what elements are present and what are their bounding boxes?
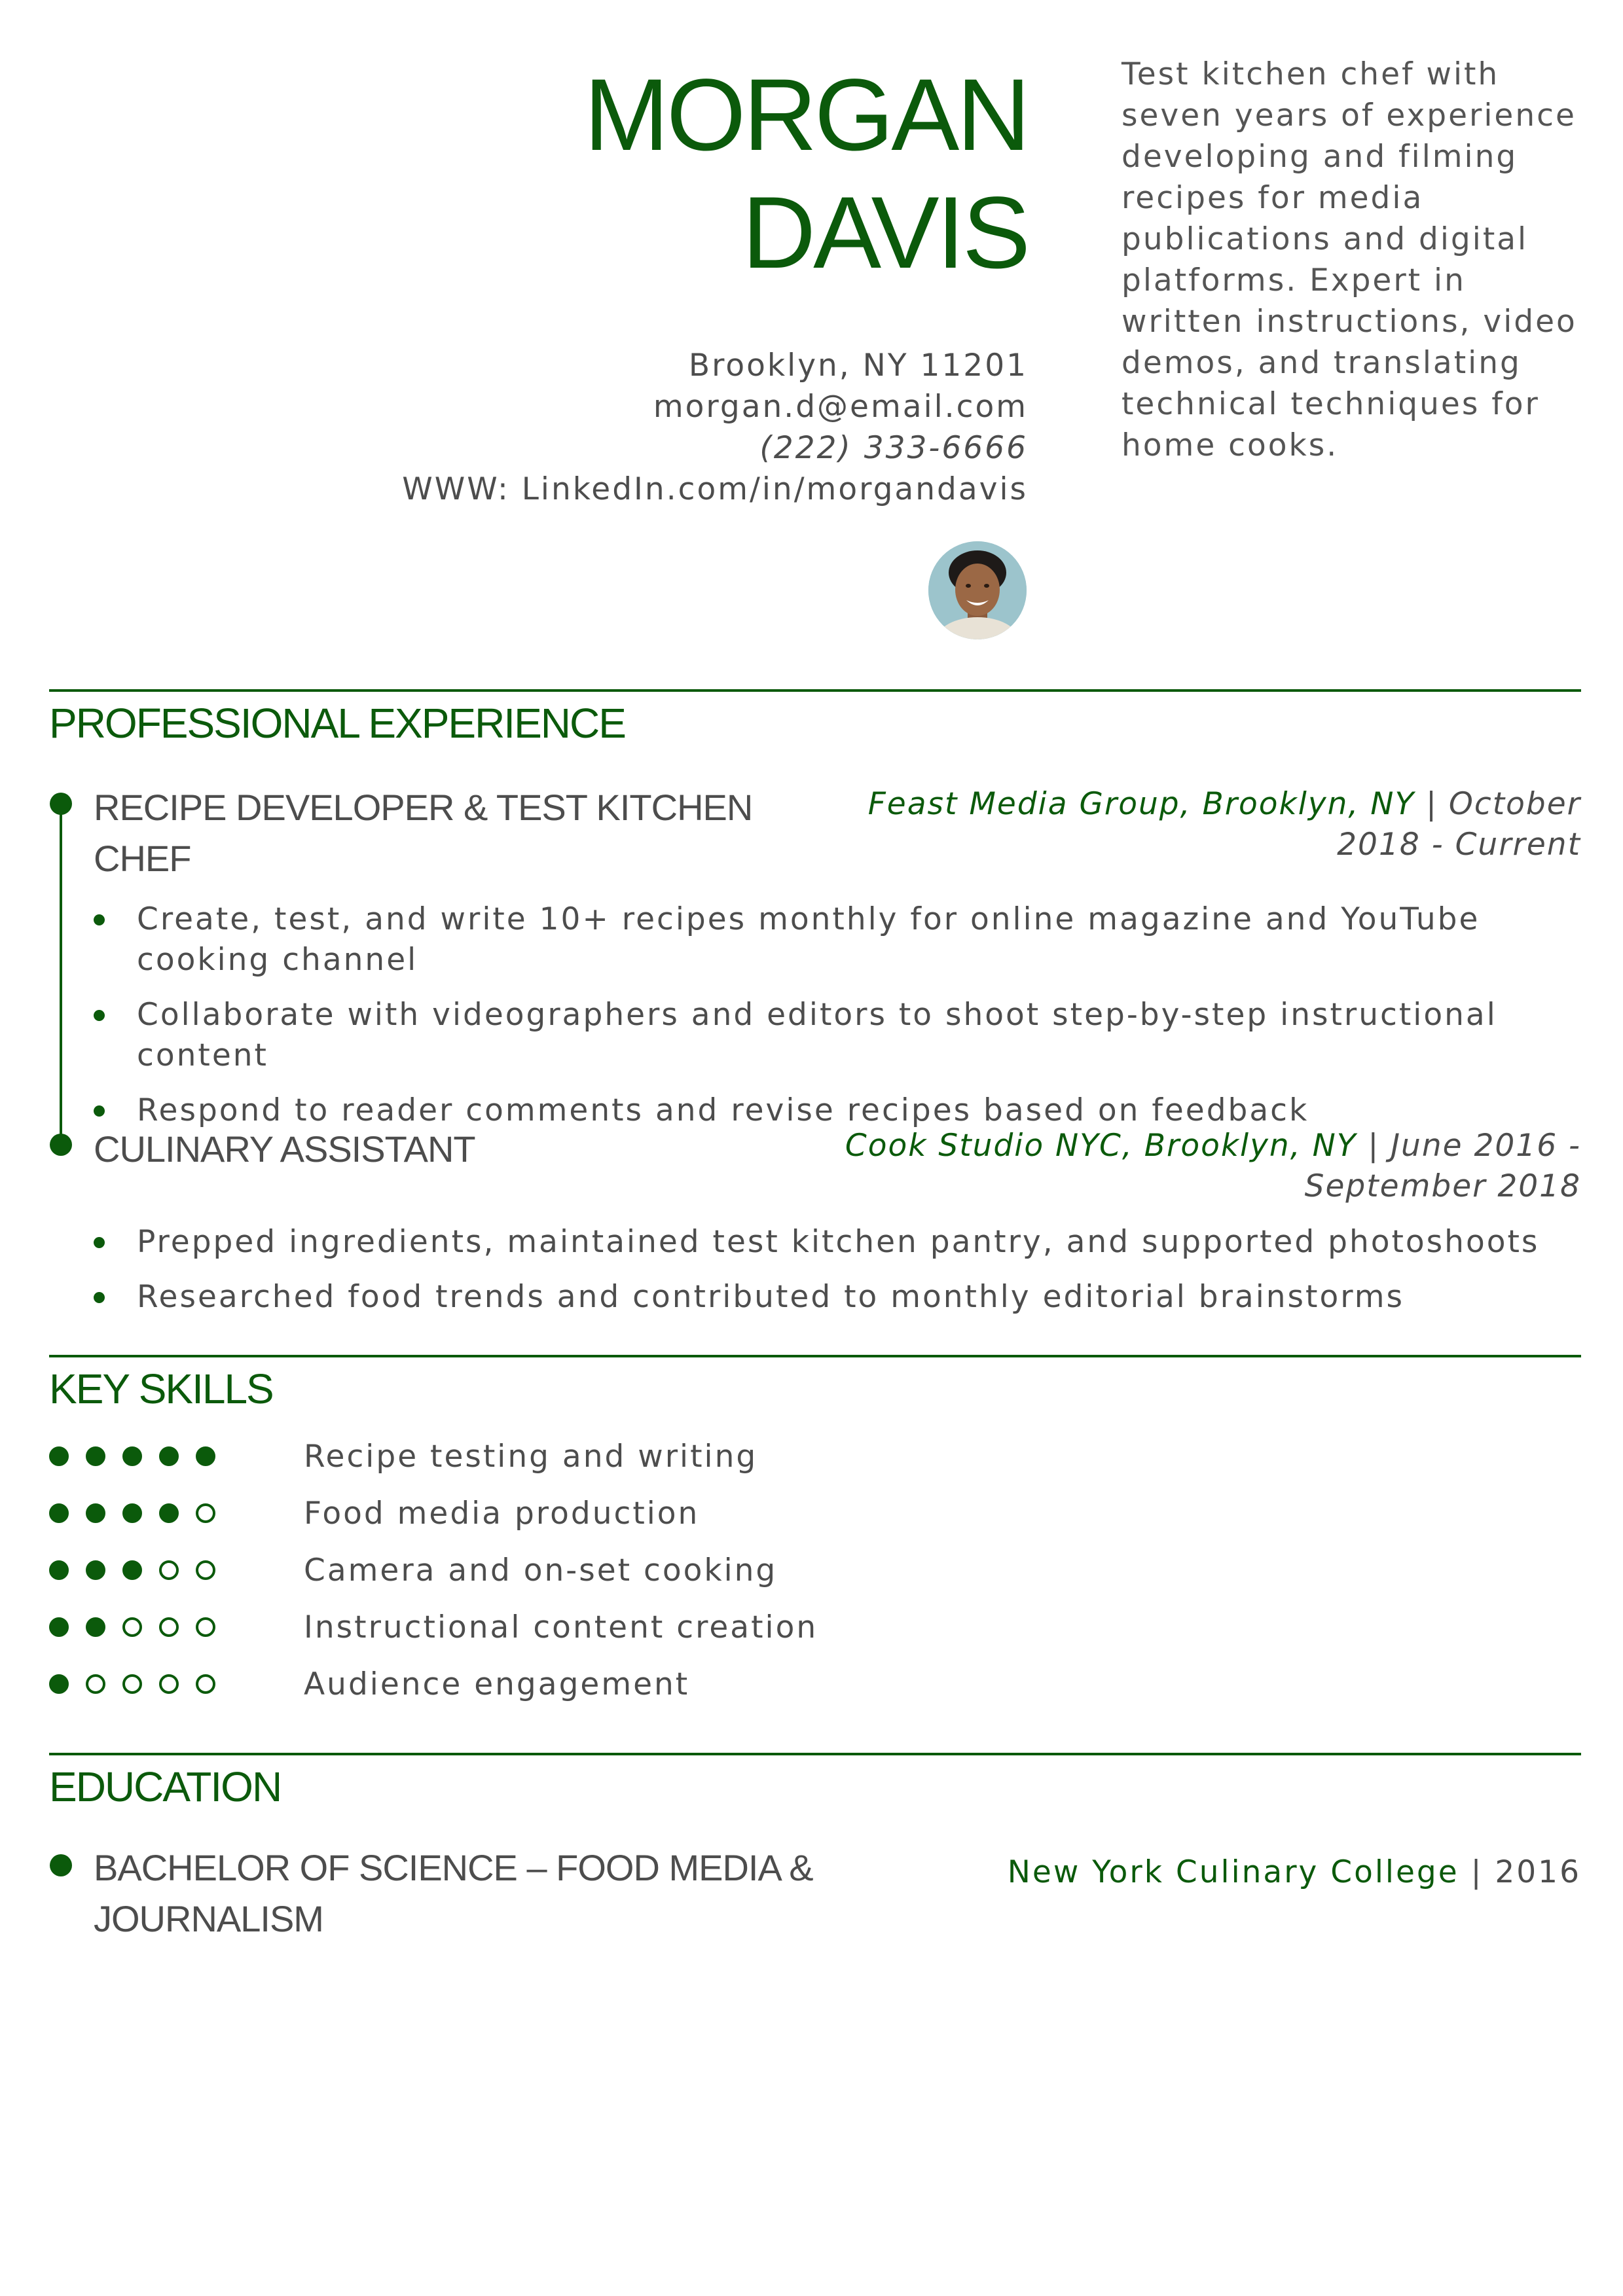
avatar (928, 541, 1027, 639)
last-name: DAVIS (742, 176, 1028, 290)
education-meta (1008, 1852, 1581, 1893)
meta-separator: | (1459, 1854, 1495, 1890)
skill-label: Audience engagement (304, 1666, 690, 1702)
education-dot (50, 1854, 72, 1876)
filled-dot-icon (86, 1503, 105, 1523)
empty-dot-icon (196, 1560, 215, 1580)
filled-dot-icon (159, 1503, 179, 1523)
website[interactable]: WWW: LinkedIn.com/in/morgandavis (402, 471, 1028, 507)
filled-dot-icon (86, 1560, 105, 1580)
empty-dot-icon (159, 1560, 179, 1580)
skill-label: Recipe testing and writing (304, 1439, 758, 1475)
job-dates: October 2018 - Current (1337, 786, 1581, 863)
school: New York Culinary College (1007, 1854, 1459, 1890)
timeline-dot (50, 793, 72, 815)
filled-dot-icon (122, 1503, 142, 1523)
filled-dot-icon (122, 1446, 142, 1466)
empty-dot-icon (122, 1617, 142, 1637)
job-meta (828, 784, 1581, 865)
section-title-skills: KEY SKILLS (49, 1365, 273, 1412)
divider (49, 689, 1581, 692)
empty-dot-icon (159, 1617, 179, 1637)
filled-dot-icon (86, 1446, 105, 1466)
section-title-experience: PROFESSIONAL EXPERIENCE (49, 700, 625, 747)
job-meta (828, 1126, 1581, 1207)
summary: Test kitchen chef with seven years of experience developing and filming recipes for media publications and digital platforms. Expert in written instructions, video demos, and translating technical techniques for home cooks. (1122, 56, 1577, 463)
meta-separator: | (1357, 1128, 1391, 1164)
filled-dot-icon (49, 1446, 69, 1466)
filled-dot-icon (122, 1560, 142, 1580)
list-item: Respond to reader comments and revise recipes based on feedback (94, 1090, 1580, 1131)
location: Brooklyn, NY 11201 (688, 348, 1028, 384)
degree: BACHELOR OF SCIENCE – FOOD MEDIA & JOURNALISM (94, 1847, 813, 1939)
timeline-line (60, 804, 62, 1144)
filled-dot-icon (49, 1560, 69, 1580)
job-bullets (94, 1222, 1580, 1332)
job-title: RECIPE DEVELOPER & TEST KITCHEN CHEF (94, 787, 753, 879)
candidate-name (584, 56, 1028, 292)
empty-dot-icon (159, 1674, 179, 1694)
filled-dot-icon (49, 1503, 69, 1523)
job-title: CULINARY ASSISTANT (94, 1128, 475, 1170)
job-company: Feast Media Group, Brooklyn, NY (867, 786, 1415, 822)
email[interactable]: morgan.d@email.com (653, 389, 1028, 425)
filled-dot-icon (49, 1617, 69, 1637)
meta-separator: | (1415, 786, 1449, 822)
section-title-education: EDUCATION (49, 1763, 282, 1810)
skill-label: Instructional content creation (304, 1609, 818, 1645)
list-item: Create, test, and write 10+ recipes monthly for online magazine and YouTube cooking channel (94, 899, 1580, 980)
filled-dot-icon (159, 1446, 179, 1466)
empty-dot-icon (196, 1503, 215, 1523)
contact-block (402, 345, 1028, 510)
filled-dot-icon (86, 1617, 105, 1637)
empty-dot-icon (86, 1674, 105, 1694)
skill-label: Camera and on-set cooking (304, 1552, 778, 1588)
skill-label: Food media production (304, 1496, 700, 1532)
job-dates: June 2016 - September 2018 (1304, 1128, 1581, 1204)
filled-dot-icon (49, 1674, 69, 1694)
graduation-year: 2016 (1495, 1854, 1581, 1890)
empty-dot-icon (122, 1674, 142, 1694)
phone[interactable]: (222) 333-6666 (759, 430, 1028, 466)
filled-dot-icon (196, 1446, 215, 1466)
job-company: Cook Studio NYC, Brooklyn, NY (845, 1128, 1357, 1164)
avatar-portrait (928, 541, 1027, 639)
list-item: Prepped ingredients, maintained test kitchen pantry, and supported photoshoots (94, 1222, 1580, 1263)
list-item: Researched food trends and contributed to monthly editorial brainstorms (94, 1277, 1580, 1318)
job-bullets (94, 899, 1580, 1145)
empty-dot-icon (196, 1617, 215, 1637)
timeline-dot (50, 1134, 72, 1156)
list-item: Collaborate with videographers and editors to shoot step-by-step instructional content (94, 995, 1580, 1076)
divider (49, 1355, 1581, 1357)
empty-dot-icon (196, 1674, 215, 1694)
divider (49, 1753, 1581, 1755)
first-name: MORGAN (584, 58, 1028, 172)
